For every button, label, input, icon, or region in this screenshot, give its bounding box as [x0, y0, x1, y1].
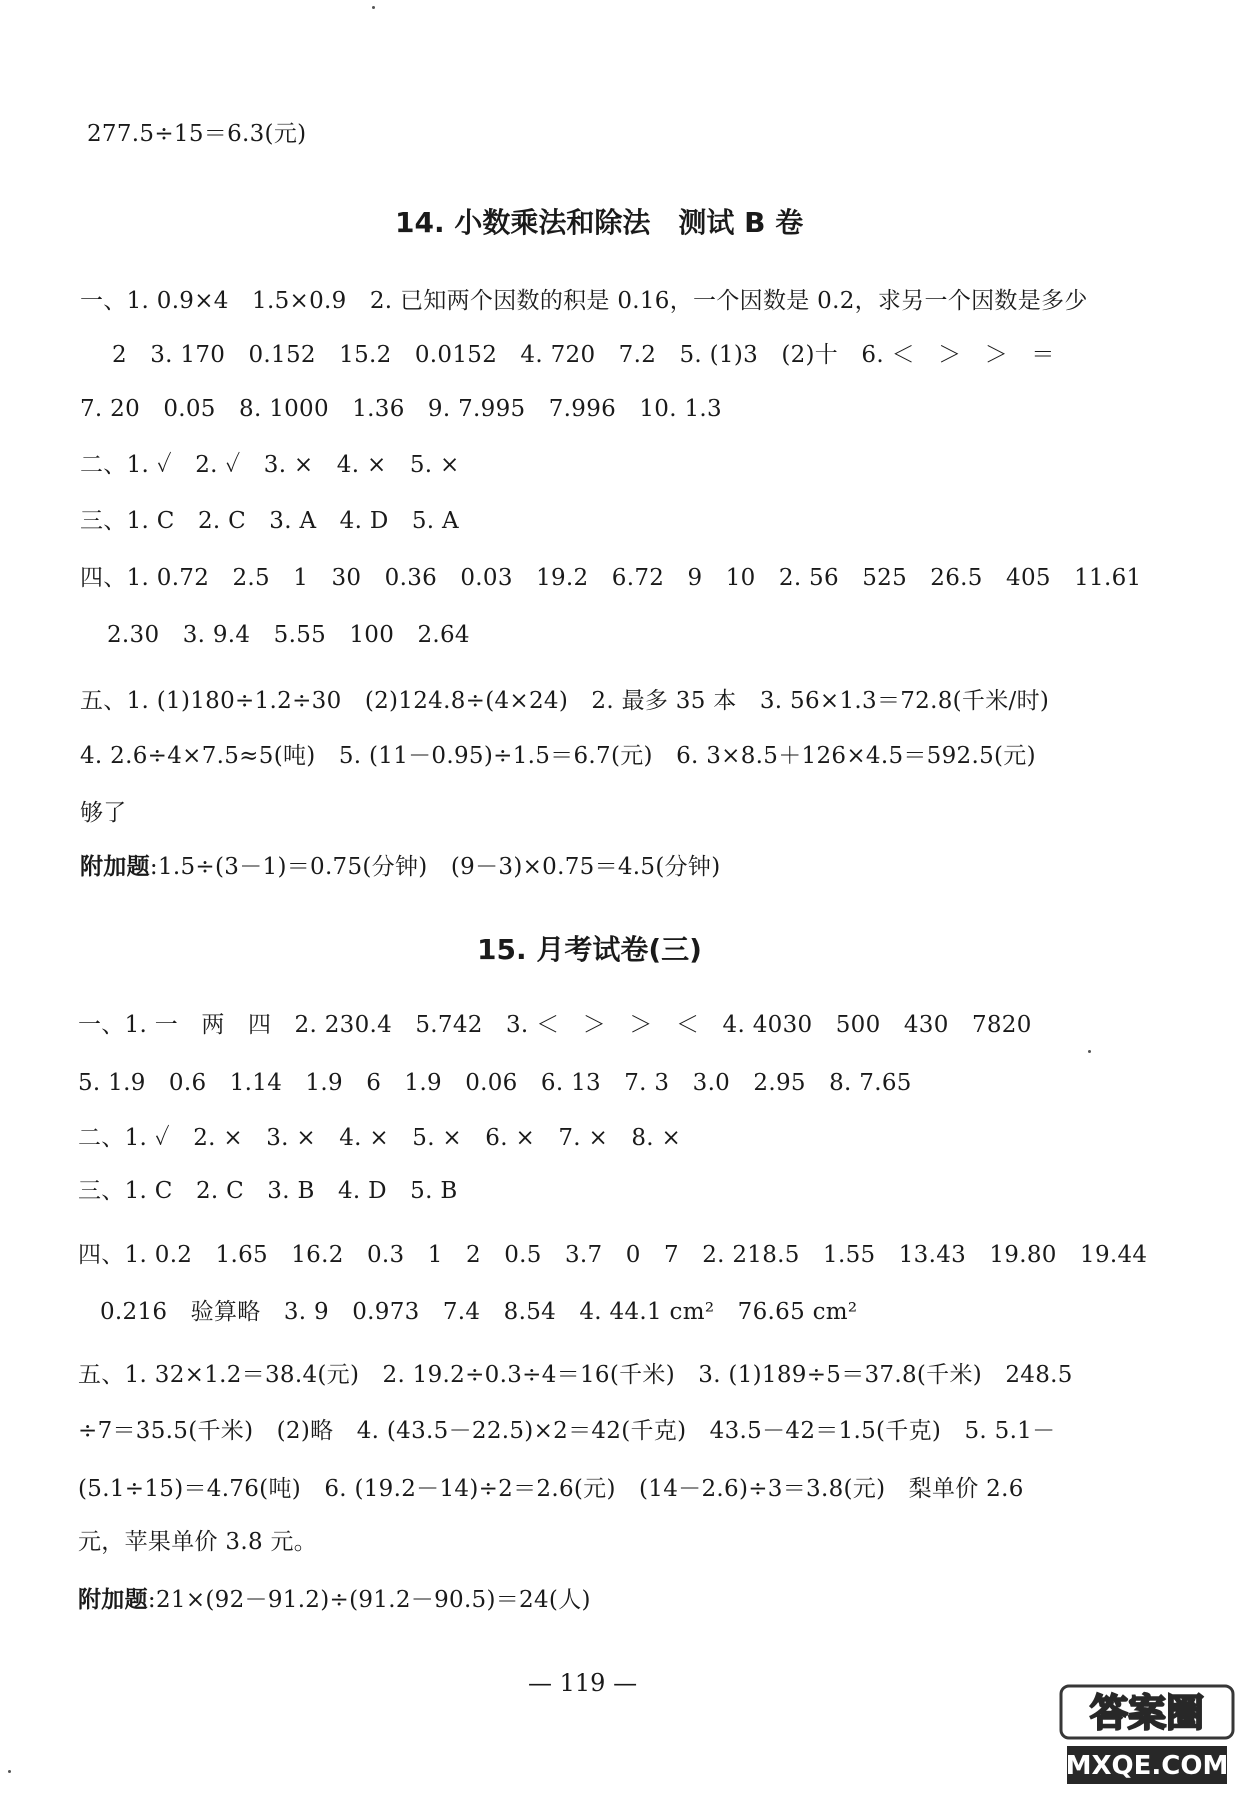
s14-line-3: 7. 20 0.05 8. 1000 1.36 9. 7.995 7.996 10. 1.3 [80, 396, 722, 422]
s14-line-7: 2.30 3. 9.4 5.55 100 2.64 [107, 622, 470, 648]
s15-line-8: ÷7＝35.5(千米) (2)略 4. (43.5－22.5)×2＝42(千克) 43.5－42＝1.5(千克) 5. 5.1－ [78, 1418, 1056, 1444]
watermark-top-text: 答案圈 [1089, 1691, 1205, 1735]
watermark-logo [1057, 1680, 1237, 1790]
scan-speck [372, 6, 375, 9]
s15-line-1: 一、1. 一 两 四 2. 230.4 5.742 3. ＜ ＞ ＞ ＜ 4. 4030 500 430 7820 [78, 1012, 1032, 1038]
s14-extra-text: :1.5÷(3－1)＝0.75(分钟) (9－3)×0.75＝4.5(分钟) [149, 854, 721, 880]
s15-line-9: (5.1÷15)＝4.76(吨) 6. (19.2－14)÷2＝2.6(元) (14－2.6)÷3＝3.8(元) 梨单价 2.6 [78, 1476, 1024, 1502]
s15-line-3: 二、1. ✓ 2. × 3. × 4. × 5. × 6. × 7. × 8. × [78, 1125, 682, 1151]
s15-extra-text: :21×(92－91.2)÷(91.2－90.5)＝24(人) [147, 1587, 591, 1613]
s15-line-10: 元，苹果单价 3.8 元。 [78, 1529, 318, 1555]
section-14-title: 14. 小数乘法和除法 测试 B 卷 [395, 206, 804, 239]
watermark-bottom [1066, 1746, 1229, 1784]
s15-line-4: 三、1. C 2. C 3. B 4. D 5. B [78, 1178, 458, 1204]
s15-line-6: 0.216 验算略 3. 9 0.973 7.4 8.54 4. 44.1 cm² 76.65 cm² [100, 1299, 858, 1325]
watermark-top [1061, 1686, 1233, 1738]
s14-line-8: 五、1. (1)180÷1.2÷30 (2)124.8÷(4×24) 2. 最多 35 本 3. 56×1.3＝72.8(千米/时) [80, 688, 1050, 714]
s14-line-4: 二、1. ✓ 2. ✓ 3. × 4. × 5. × [80, 452, 460, 478]
s14-extra-label: 附加题 [80, 853, 150, 880]
page-number: — 119 — [528, 1669, 638, 1697]
s14-line-6: 四、1. 0.72 2.5 1 30 0.36 0.03 19.2 6.72 9 10 2. 56 525 26.5 405 11.61 [80, 565, 1142, 591]
s14-extra [80, 852, 721, 882]
s14-line-1: 一、1. 0.9×4 1.5×0.9 2. 已知两个因数的积是 0.16，一个因数是 0.2，求另一个因数是多少 [80, 288, 1088, 314]
s14-line-2: 2 3. 170 0.152 15.2 0.0152 4. 720 7.2 5. (1)3 (2)十 6. ＜ ＞ ＞ ＝ [112, 342, 1055, 368]
s14-line-5: 三、1. C 2. C 3. A 4. D 5. A [80, 508, 459, 534]
s15-extra [78, 1585, 591, 1615]
top-line: 277.5÷15＝6.3(元) [87, 121, 307, 147]
scan-speck [8, 1770, 11, 1773]
s15-line-7: 五、1. 32×1.2＝38.4(元) 2. 19.2÷0.3÷4＝16(千米) 3. (1)189÷5＝37.8(千米) 248.5 [78, 1362, 1073, 1388]
s15-extra-label: 附加题 [78, 1586, 148, 1613]
s14-line-9: 4. 2.6÷4×7.5≈5(吨) 5. (11－0.95)÷1.5＝6.7(元) 6. 3×8.5＋126×4.5＝592.5(元) [80, 743, 1036, 769]
s14-line-10: 够了 [80, 800, 127, 826]
scan-speck [1088, 1050, 1091, 1053]
section-15-title: 15. 月考试卷(三) [477, 933, 702, 966]
s15-line-2: 5. 1.9 0.6 1.14 1.9 6 1.9 0.06 6. 13 7. 3 3.0 2.95 8. 7.65 [78, 1070, 912, 1096]
watermark-bottom-text: MXQE.COM [1065, 1751, 1229, 1781]
s15-line-5: 四、1. 0.2 1.65 16.2 0.3 1 2 0.5 3.7 0 7 2. 218.5 1.55 13.43 19.80 19.44 [78, 1242, 1148, 1268]
